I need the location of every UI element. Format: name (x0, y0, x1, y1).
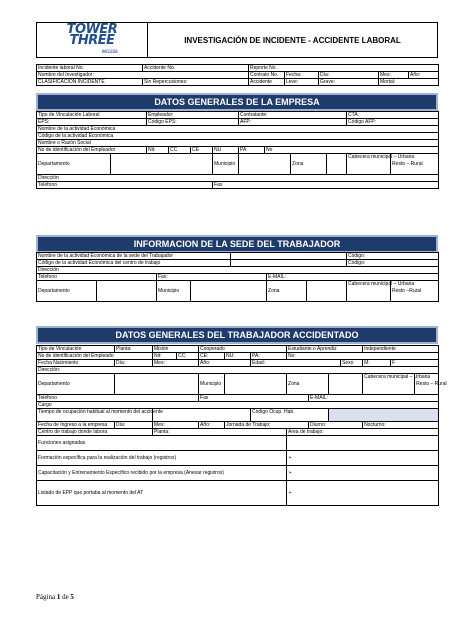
t-municipio: Municipio (199, 374, 225, 395)
departamento-value[interactable] (111, 154, 213, 175)
sede-table (36, 252, 439, 302)
sede-direccion[interactable]: Dirección (37, 267, 439, 274)
t-nu[interactable]: NU: (225, 353, 251, 360)
t-planta2[interactable]: Planta: (153, 429, 287, 436)
t-cod-ocup: Código Ocup. Hab. (251, 409, 329, 422)
no[interactable]: No (265, 147, 439, 154)
empresa-table (36, 111, 439, 189)
t-departamento: Departamento (37, 374, 115, 395)
t-area[interactable]: Area de trabajo: (287, 429, 439, 436)
nit[interactable]: Nit: (147, 147, 169, 154)
sede-municipio: Municipio (157, 281, 191, 302)
sede-email[interactable]: E-MAIL: (267, 274, 439, 281)
t-epp-value[interactable] (287, 481, 439, 506)
fecha: Fecha: (285, 72, 319, 79)
logo-line1: TOWER (66, 21, 118, 37)
sede-actividad: Nombre de la actividad Económica de la sede del Trabajador (37, 253, 231, 260)
clasificacion: CLASIFICACION INCIDENTE (37, 79, 143, 86)
sede-zona-value[interactable] (307, 281, 347, 302)
sede-codigo-actividad-value[interactable] (231, 260, 347, 267)
form-title: INVESTIGACIÓN DE INCIDENTE - ACCIDENTE LABORAL (184, 35, 401, 45)
codigo-actividad[interactable]: Código de la actividad Económica (37, 133, 439, 140)
contrato-no[interactable]: Contrato No. (249, 72, 285, 79)
sede-codigo-actividad: Código de la actividad Económica del centro de trabajo (37, 260, 231, 267)
accidente[interactable]: Accidente (249, 79, 285, 86)
municipio: Municipio (213, 154, 239, 175)
eps[interactable]: EPS: (37, 119, 147, 126)
t-mision[interactable]: Misión (153, 346, 199, 353)
t-nocturno[interactable]: Nocturno: (363, 422, 439, 429)
t-no[interactable]: No: (287, 353, 439, 360)
t-tipo-vinculacion: Tipo de Vinculación (37, 346, 115, 353)
reporte-no[interactable]: Reporte No. (249, 65, 439, 72)
t-ocupacion: Tiempo de ocupación habitual al momento del accidente (37, 409, 153, 422)
trabajador-band: DATOS GENERALES DEL TRABAJADOR ACCIDENTADO (36, 326, 438, 344)
zona: Zona (291, 154, 327, 175)
cc[interactable]: CC (169, 147, 191, 154)
zona-value[interactable] (327, 154, 347, 175)
footer-num: 1 (56, 593, 61, 601)
t-telefono[interactable]: Teléfono (37, 395, 199, 402)
sede-fax[interactable]: Fax: (157, 274, 267, 281)
t-resto[interactable]: Resto – Rural (415, 374, 439, 395)
trabajador-table (36, 345, 447, 506)
fax[interactable]: Fax (213, 182, 439, 189)
t-id-empleado: No de identificación del Empleado (37, 353, 153, 360)
t-diurno[interactable]: Diurno: (309, 422, 363, 429)
sin-repercusiones[interactable]: Sin Repercusiones: (143, 79, 249, 86)
incidente-no[interactable]: Incidente laboral No. (37, 65, 143, 72)
t-formacion-value[interactable] (287, 451, 439, 466)
arrow-icon: ➢ (288, 455, 293, 461)
contratante[interactable]: Contratante: (239, 112, 347, 119)
sede-departamento: Departamento (37, 281, 97, 302)
sede-resto[interactable]: Resto –Rural (391, 281, 439, 302)
t-cod-ocup-value[interactable] (329, 409, 439, 422)
sede-departamento-value[interactable] (97, 281, 157, 302)
t-direccion[interactable]: Dirección: (37, 367, 439, 374)
t-cargo[interactable]: Cargo (37, 402, 439, 409)
t-email[interactable]: E-MAIL: (309, 395, 439, 402)
t-cabecera[interactable]: Cabecera municipal – Urbana (363, 374, 415, 395)
t-edad[interactable]: Edad: (251, 360, 341, 367)
t-ce[interactable]: CE: (199, 353, 225, 360)
t-mes2[interactable]: Mes: (153, 422, 199, 429)
sede-cabecera[interactable]: Cabecera municipal – Urbana (347, 281, 391, 302)
mes[interactable]: Mes: (379, 72, 409, 79)
investigador[interactable]: Nombre del Investigador: (37, 72, 249, 79)
company-logo (37, 23, 148, 57)
logo-small: INCLESA (101, 48, 118, 54)
id-empleador: No de identificación del Empleador (37, 147, 147, 154)
t-m[interactable]: M: (363, 360, 391, 367)
t-cooperado[interactable]: Cooperado (199, 346, 287, 353)
actividad-economica[interactable]: Nombre de la actividad Económica (37, 126, 439, 133)
pa[interactable]: PA (239, 147, 265, 154)
t-mes[interactable]: Mes: (153, 360, 199, 367)
sede-zona: Zona (267, 281, 307, 302)
t-independiente[interactable]: Independiente (363, 346, 439, 353)
form-header (36, 22, 438, 58)
codigo-eps[interactable]: Código EPS: (147, 119, 239, 126)
top-table (36, 64, 439, 86)
page-footer (36, 593, 74, 601)
leve[interactable]: Leve: (285, 79, 319, 86)
codigo-afp[interactable]: Código AFP: (347, 119, 439, 126)
t-ocupacion-value[interactable] (153, 409, 251, 422)
footer-total: 5 (70, 593, 74, 601)
footer-pagina: Página (36, 593, 56, 601)
direccion[interactable]: Dirección (37, 175, 439, 182)
t-formacion: Formación específica para la realización del trabajo (registros) (37, 451, 287, 466)
cabecera[interactable]: Cabecera municipal – Urbana (347, 154, 391, 175)
sede-band: INFORMACION DE LA SEDE DEL TRABAJADOR (36, 235, 438, 253)
logo-line2: THREE (69, 32, 115, 48)
t-f[interactable]: F (391, 360, 439, 367)
t-jornada: Jornada de Trabajo: (225, 422, 309, 429)
t-municipio-value[interactable] (225, 374, 287, 395)
t-dia2[interactable]: Día: (115, 422, 153, 429)
sede-telefono[interactable]: Teléfono (37, 274, 157, 281)
t-fecha-ingreso: Fecha de Ingreso a la empresa (37, 422, 115, 429)
t-sexo: Sexo (341, 360, 363, 367)
accidente-no[interactable]: Accidente No. (143, 65, 249, 72)
razon-social[interactable]: Nombre o Razón Social (37, 140, 439, 147)
t-pa[interactable]: PA: (251, 353, 287, 360)
arrow-icon: ➢ (288, 490, 293, 496)
t-departamento-value[interactable] (115, 374, 199, 395)
departamento: Departamento (37, 154, 111, 175)
t-fax[interactable]: Fax (199, 395, 309, 402)
grave[interactable]: Grave: (319, 79, 379, 86)
t-funciones: Funciones asignadas (37, 436, 287, 451)
telefono[interactable]: Teléfono (37, 182, 213, 189)
t-zona-value[interactable] (329, 374, 363, 395)
resto[interactable]: Resto – Rural (391, 154, 439, 175)
nu[interactable]: NU (213, 147, 239, 154)
t-planta[interactable]: Planta: (115, 346, 153, 353)
empresa-band: DATOS GENERALES DE LA EMPRESA (36, 93, 438, 111)
t-funciones-value[interactable] (287, 436, 439, 451)
afp[interactable]: AFP: (239, 119, 347, 126)
t-capacitacion: Capacitación y Entrenamiento Específico recibido por la empresa (Anexar registros) (37, 466, 287, 481)
t-capacitacion-value[interactable] (287, 466, 439, 481)
sede-municipio-value[interactable] (191, 281, 267, 302)
t-dia[interactable]: Día: (115, 360, 153, 367)
cta[interactable]: CTA: (347, 112, 439, 119)
empleador[interactable]: Empleador: (147, 112, 239, 119)
anio[interactable]: Año: (409, 72, 439, 79)
t-anio[interactable]: Año: (199, 360, 251, 367)
arrow-icon: ➢ (288, 470, 293, 476)
mortal[interactable]: Mortal: (379, 79, 439, 86)
t-cc[interactable]: CC: (177, 353, 199, 360)
t-estudiante[interactable]: Estudiante o Aprendiz (287, 346, 363, 353)
t-anio2[interactable]: Año: (199, 422, 225, 429)
ce[interactable]: CE (191, 147, 213, 154)
t-centro: Centro de trabajo donde labora (37, 429, 153, 436)
municipio-value[interactable] (239, 154, 291, 175)
dia[interactable]: Día: (319, 72, 379, 79)
footer-de: de (62, 593, 69, 601)
t-fecha-nac: Fecha Nacimiento (37, 360, 115, 367)
tipo-vinculacion: Tipo de Vinculación Laboral (37, 112, 147, 119)
sede-codigo[interactable]: Código: (347, 253, 439, 260)
t-epp: Listado de EPP que portaba al momento del AT (37, 481, 287, 506)
t-zona: Zona (287, 374, 329, 395)
sede-codigo2[interactable]: Código: (347, 260, 439, 267)
sede-actividad-value[interactable] (231, 253, 347, 260)
t-nit[interactable]: Nit: (153, 353, 177, 360)
